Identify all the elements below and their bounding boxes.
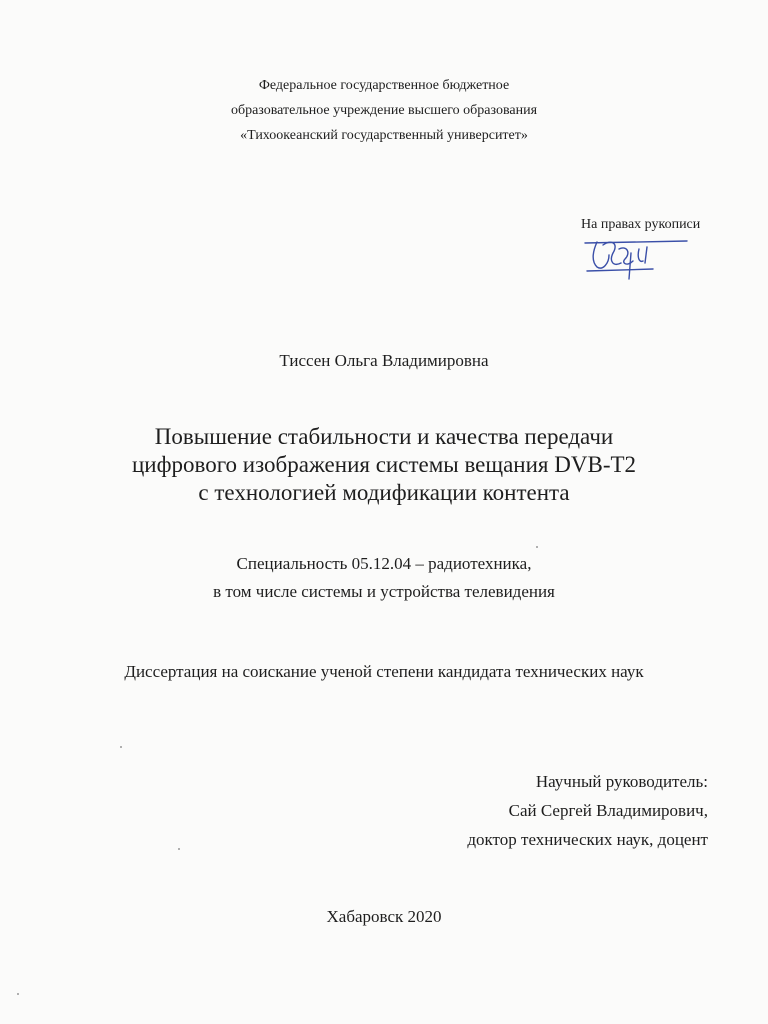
- handwritten-signature: [583, 233, 693, 281]
- supervisor-credentials: доктор технических наук, доцент: [467, 830, 708, 849]
- thesis-title-line-2: цифрового изображения системы вещания DVB-T2: [131, 452, 637, 477]
- paper-speck: [17, 993, 19, 995]
- place-and-year: Хабаровск 2020: [326, 907, 442, 926]
- thesis-title-line-3: с технологией модификации контента: [198, 480, 570, 505]
- supervisor-name: Сай Сергей Владимирович,: [508, 801, 708, 820]
- author-name: Тиссен Ольга Владимировна: [279, 351, 489, 370]
- paper-speck: [120, 746, 122, 748]
- paper-speck: [178, 848, 180, 850]
- supervisor-heading: Научный руководитель:: [535, 772, 708, 791]
- specialty-line-2: в том числе системы и устройства телевидения: [213, 582, 555, 601]
- degree-statement: Диссертация на соискание ученой степени кандидата технических наук: [124, 662, 644, 681]
- paper-speck: [536, 546, 538, 548]
- institution-line-2: образовательное учреждение высшего образования: [230, 103, 538, 118]
- thesis-title-line-1: Повышение стабильности и качества передачи: [154, 424, 614, 449]
- institution-line-1: Федеральное государственное бюджетное: [258, 78, 510, 93]
- institution-line-3: «Тихоокеанский государственный университет»: [240, 128, 528, 143]
- specialty-line-1: Специальность 05.12.04 – радиотехника,: [236, 554, 532, 573]
- manuscript-rights-note: На правах рукописи: [581, 217, 701, 232]
